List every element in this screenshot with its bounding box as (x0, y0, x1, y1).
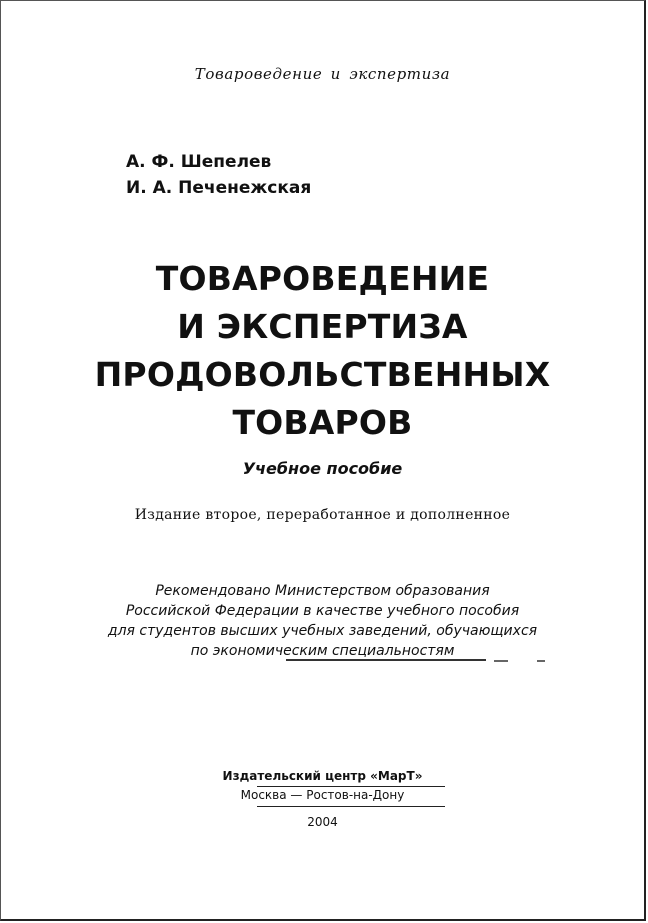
publisher-city: Москва — Ростов-на-Дону (240, 788, 405, 802)
publication-year: 2004 (307, 815, 338, 829)
edition-note: Издание второе, переработанное и дополненное (134, 507, 511, 523)
divider-rule (257, 786, 445, 787)
author-name: А. Ф. Шепелев (126, 152, 272, 172)
series-title: Товароведение и экспертиза (194, 65, 451, 83)
title-line: ПРОДОВОЛЬСТВЕННЫХ (94, 355, 551, 394)
author-name: И. А. Печенежская (126, 178, 312, 198)
recommendation-line: для студентов высших учебных заведений, обучающихся (107, 623, 538, 639)
authors-block (126, 149, 311, 201)
divider-rule (257, 806, 445, 807)
recommendation-line: Российской Федерации в качестве учебного пособия (125, 603, 520, 619)
handwritten-underline (286, 659, 486, 661)
recommendation-block (1, 581, 644, 661)
publisher-name: Издательский центр «МарТ» (222, 769, 423, 783)
recommendation-line: по экономическим специальностям (190, 643, 455, 659)
title-line: И ЭКСПЕРТИЗА (177, 307, 468, 346)
recommendation-line: Рекомендовано Министерством образования (155, 583, 490, 599)
book-title (1, 255, 644, 447)
title-line: ТОВАРОВ (232, 403, 413, 442)
scan-dash-mark (494, 660, 508, 662)
scan-dash-mark (537, 660, 545, 662)
book-subtitle: Учебное пособие (242, 459, 403, 478)
title-line: ТОВАРОВЕДЕНИЕ (155, 259, 490, 298)
